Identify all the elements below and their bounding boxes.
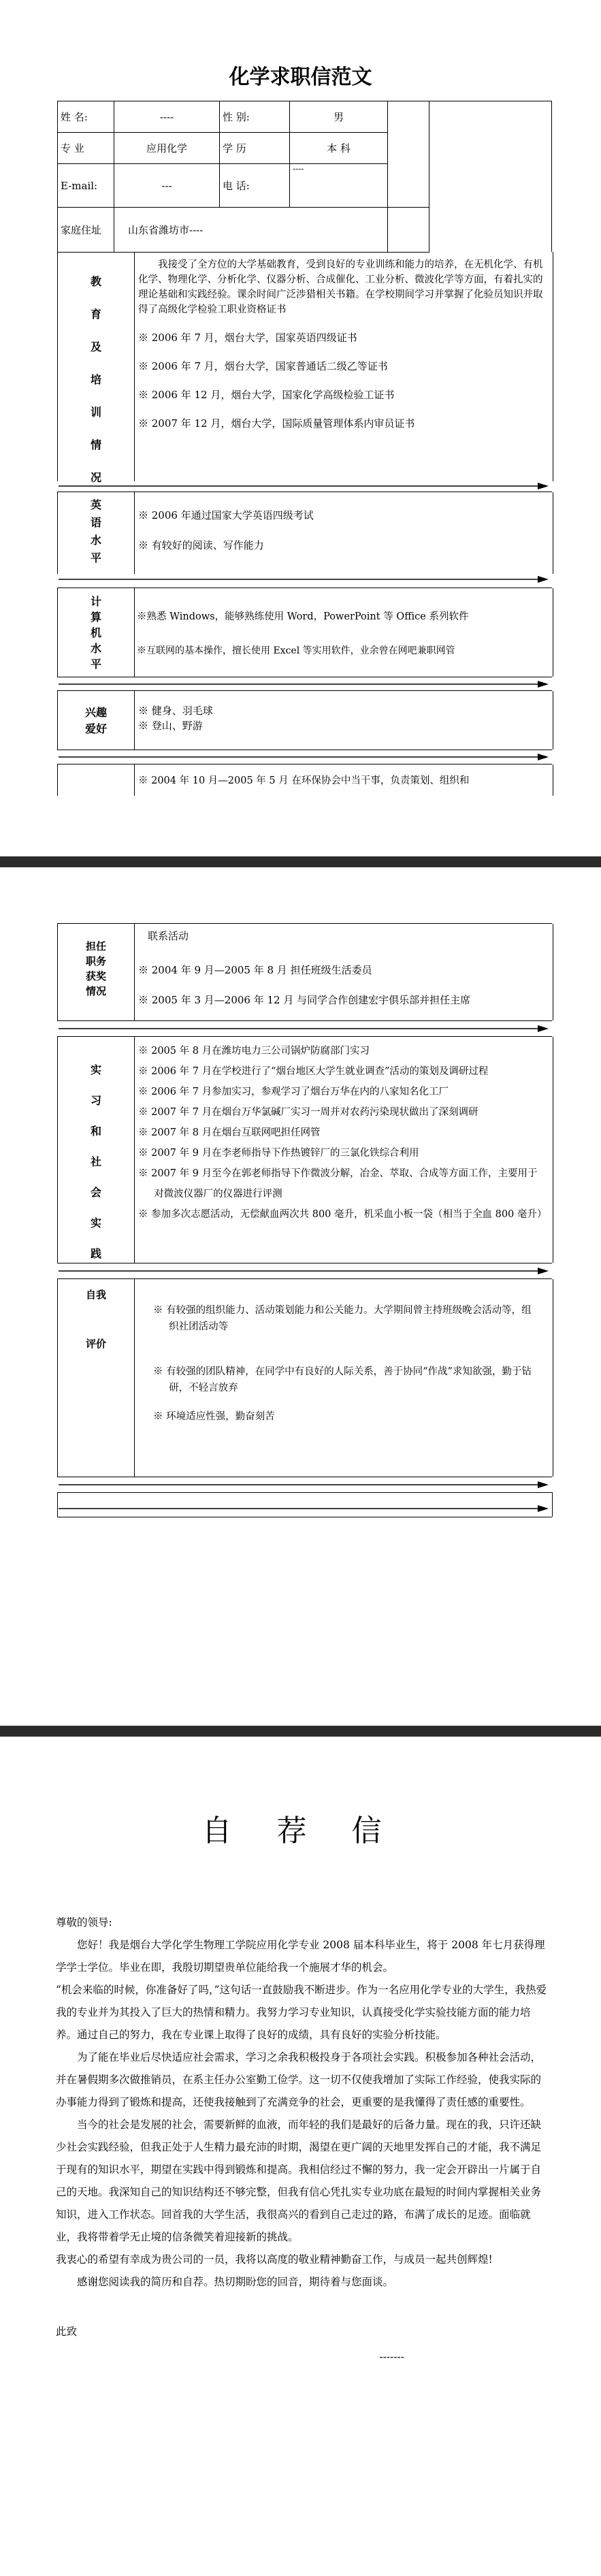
practice-heading: 实 习 和 社 会 实 践 <box>90 1063 101 1260</box>
practice-item: ※ 2005 年 8 月在潍坊电力三公司锅炉防腐部门实习 <box>138 1046 370 1057</box>
self-evaluation-item: ※ 有较强的团队精神，在同学中有良好的人际关系，善于协同“作战”求知欲强，勤于钻研，不轻言放弃 <box>153 1366 532 1394</box>
practice-item: ※ 2007 年 8 月在烟台互联网吧担任网管 <box>138 1127 321 1138</box>
basic-info-table <box>57 101 552 252</box>
positions-item: ※ 2005 年 3 月—2006 年 12 月 与同学合作创建宏宇俱乐部并担任主席 <box>138 994 471 1006</box>
divider-arrow <box>59 574 549 585</box>
major-value: 应用化学 <box>114 133 220 164</box>
major-label: 专 业 <box>58 133 114 164</box>
divider-arrow <box>59 481 549 492</box>
divider-arrow <box>59 1266 549 1276</box>
letter-paragraph: 您好！我是烟台大学化学生物理工学院应用化学专业 2008 届本科毕业生，将于 2008 年七月获得理学学士学位。毕业在即，我殷切期望贵单位能给我一个施展才华的机会。 <box>56 1939 545 1974</box>
salutation: 尊敬的领导: <box>56 1916 112 1929</box>
page-separator <box>0 1726 601 1737</box>
practice-item: ※ 2006 年 7 月参加实习，参观学习了烟台万华在内的八家知名化工厂 <box>138 1086 449 1097</box>
resume-page-1 <box>0 0 601 856</box>
resume-page-2 <box>0 878 601 1726</box>
positions-section <box>57 924 553 1020</box>
letter-paragraph: 为了能在毕业后尽快适应社会需求，学习之余我积极投身于各项社会实践。积极参加各种社会活动，并在暑假期多次做推销员，在系主任办公室勤工俭学。这一切不仅使我增加了实际工作经验，使我实际的办事能力得到了锻炼和提高，还使我接触到了充满竞争的社会，更重要的是我懂得了责任感的重要性。 <box>56 2051 542 2108</box>
letter-paragraph: 当今的社会是发展的社会，需要新鲜的血液，而年轻的我们是最好的后备力量。现在的我，只许还缺少社会实践经验，但我正处于人生精力最充沛的时期，渴望在更广阔的天地里发挥自己的才能，我不满足于现有的知识水平，期望在实践中得到锻炼和提高。我相信经过不懈的努力，我一定会开辟出一片属于自己的天地。我深知自己的知识结构还不够完整，但我有信心凭扎实专业功底在最短的时间内掌握相关业务知识，进入工作状态。回首我的大学生活，我很高兴的看到自己走过的路，布满了成长的足迹。面临就业，我将带着学无止境的信条微笑着迎接新的挑战。 <box>56 2119 542 2243</box>
phone-label: 电 话: <box>220 164 290 208</box>
english-item: ※ 2006 年通过国家大学英语四级考试 <box>138 509 314 521</box>
computer-heading: 计 算 机 水 平 <box>90 595 101 671</box>
education-heading: 教 育 及 培 训 情 况 <box>90 275 101 484</box>
education-item: ※ 2006 年 12 月，烟台大学，国家化学高级检验工证书 <box>138 389 395 401</box>
name-value: ---- <box>114 101 220 133</box>
education-value: 本 科 <box>290 133 388 164</box>
letter-paragraph: 我衷心的希望有幸成为贵公司的一员，我将以高度的敬业精神勤奋工作，与成员一起共创辉煌! <box>56 2253 493 2266</box>
self-evaluation-section <box>57 1279 553 1477</box>
practice-item: ※ 2007 年 7 月在烟台万华氯碱厂实习一周并对农药污染现状做出了深刻调研 <box>138 1107 478 1118</box>
practice-item: ※ 2006 年 7 月在学校进行了“烟台地区大学生就业调查”活动的策划及调研过程 <box>138 1066 489 1077</box>
letter-paragraph: 感谢您阅读我的简历和自荐。热切期盼您的回音，期待着与您面谈。 <box>77 2276 394 2288</box>
cover-letter-body <box>56 1912 547 2368</box>
hobby-item: ※ 登山、野游 <box>138 720 203 732</box>
name-label: 姓 名: <box>58 101 114 133</box>
activity-section <box>57 764 553 796</box>
computer-item: ※互联网的基本操作，擅长使用 Excel 等实用软件，业余曾在网吧兼职网管 <box>137 645 455 656</box>
positions-item: ※ 2004 年 9 月—2005 年 8 月 担任班级生活委员 <box>138 964 372 976</box>
page-separator <box>0 856 601 867</box>
letter-paragraph: “机会来临的时候，你准备好了吗，”这句话一直鼓励我不断进步。作为一名应用化学专业的大学生，我热爱我的专业并为其投入了巨大的热情和精力。我努力学习专业知识，认真接受化学实验技能方面的能力培养。通过自己的努力，我在专业课上取得了良好的成绩，具有良好的实验分析技能。 <box>56 1984 547 2041</box>
hobby-item: ※ 健身、羽毛球 <box>138 705 213 717</box>
education-item: ※ 2006 年 7 月，烟台大学，国家英语四级证书 <box>138 332 357 344</box>
english-item: ※ 有较好的阅读、写作能力 <box>138 539 264 551</box>
computer-section <box>57 588 553 677</box>
education-section <box>57 252 553 484</box>
computer-item: ※熟悉 Windows，能够熟练使用 Word，PowerPoint 等 Office 系列软件 <box>137 611 469 622</box>
education-item: ※ 2007 年 12 月，烟台大学，国际质量管理体系内审员证书 <box>138 417 415 430</box>
positions-continuation: 联系活动 <box>148 930 189 942</box>
gender-label: 性 别: <box>220 101 290 133</box>
cover-letter-page <box>0 1745 601 2576</box>
practice-item: ※ 参加多次志愿活动，无偿献血两次共 800 毫升，机采血小板一袋（相当于全血 800 毫升） <box>138 1209 547 1220</box>
education-item: ※ 2006 年 7 月，烟台大学，国家普通话二级乙等证书 <box>138 360 388 372</box>
gender-value: 男 <box>290 101 388 133</box>
education-label: 学 历 <box>220 133 290 164</box>
self-evaluation-item: ※ 有较强的组织能力、活动策划能力和公关能力。大学期间曾主持班级晚会活动等，组织社团活动等 <box>153 1305 532 1332</box>
activity-item: ※ 2004 年 10 月—2005 年 5 月 在环保协会中当干事，负责策划、组织和 <box>138 775 470 786</box>
english-section <box>57 492 553 574</box>
hobby-section <box>57 691 553 750</box>
email-label: E-mail: <box>58 164 114 208</box>
positions-heading: 担任 职务 获奖 情况 <box>85 940 106 997</box>
divider-arrow <box>59 679 549 690</box>
resume-title: 化学求职信范文 <box>229 65 372 89</box>
education-intro: 我接受了全方位的大学基础教育，受到良好的专业训练和能力的培养，在无机化学、有机化学、物理化学、分析化学、仪器分析、合成催化、工业分析、微波化学等方面，有着扎实的理论基础和实践经验。课余时间广泛涉猎相关书籍。在学校期间学习并掌握了化验员知识并取得了高级化学检验工职业资格证书 <box>138 259 543 315</box>
phone-value: ---- <box>290 164 388 208</box>
cover-letter-title: 自 荐 信 <box>201 1814 400 1848</box>
divider-arrow <box>59 1479 549 1490</box>
closing: 此致 <box>56 2325 78 2338</box>
divider-arrow <box>59 1023 549 1034</box>
divider-arrow <box>59 1503 549 1514</box>
signature: ------- <box>379 2351 404 2363</box>
self-evaluation-heading: 自我 评价 <box>85 1289 106 1350</box>
practice-item: ※ 2007 年 9 月至今在郭老师指导下作微波分解，冶金、萃取、合成等方面工作，主要用于对微波仪器厂的仪器进行评测 <box>138 1168 538 1200</box>
practice-section <box>57 1037 553 1263</box>
address-value: 山东省潍坊市---- <box>114 208 388 253</box>
self-evaluation-item: ※ 环境适应性强，勤奋刻苦 <box>153 1411 275 1422</box>
practice-item: ※ 2007 年 9 月在李老师指导下作热镀锌厂的三氯化铁综合利用 <box>138 1148 419 1159</box>
hobby-heading: 兴趣 爱好 <box>84 706 107 735</box>
english-heading: 英 语 水 平 <box>90 498 101 564</box>
email-value: --- <box>114 164 220 208</box>
address-label: 家庭住址 <box>58 208 114 253</box>
photo-cell <box>388 101 429 208</box>
divider-arrow <box>59 752 549 762</box>
